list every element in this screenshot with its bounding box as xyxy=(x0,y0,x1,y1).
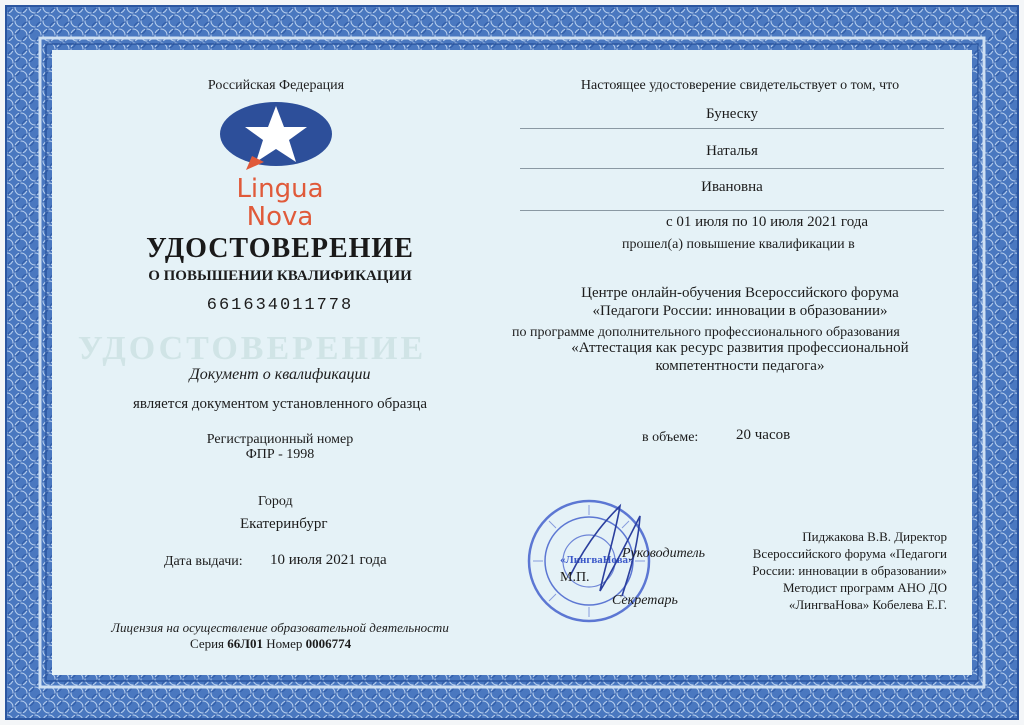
logo-text-lingua: Lingua xyxy=(236,174,324,204)
underline xyxy=(520,128,944,129)
signer-line: Методист программ АНО ДО xyxy=(783,580,947,595)
signer-line: Пиджакова В.В. Директор xyxy=(802,529,947,544)
volume-label: в объеме: xyxy=(642,430,699,445)
logo-star-icon xyxy=(218,100,334,172)
organization-line1: Центре онлайн-обучения Всероссийского форума xyxy=(581,285,899,301)
signers-block xyxy=(742,528,947,613)
certificate-subtitle: О ПОВЫШЕНИИ КВАЛИФИКАЦИИ xyxy=(148,268,412,284)
program-name-line2: компетентности педагога» xyxy=(655,358,825,374)
license-series: 66Л01 xyxy=(227,636,263,651)
passed-label: прошел(а) повышение квалификации в xyxy=(622,237,855,252)
stamp-center-text: «ЛингваНова» xyxy=(560,554,634,566)
document-type: Документ о квалификации xyxy=(189,366,371,383)
training-period: с 01 июля по 10 июля 2021 года xyxy=(666,214,869,230)
document-status: является документом установленного образца xyxy=(133,396,427,412)
issue-date-value: 10 июля 2021 года xyxy=(270,552,387,568)
license-number: 0006774 xyxy=(305,636,352,651)
seal-label: М.П. xyxy=(560,570,590,585)
organization-line2: «Педагоги России: инновации в образовании» xyxy=(592,303,888,319)
city-value: Екатеринбург xyxy=(240,516,328,532)
recipient-name: Наталья xyxy=(706,143,758,159)
secretary-label: Секретарь xyxy=(612,593,678,608)
signer-line: «ЛингваНова» Кобелева Е.Г. xyxy=(788,597,947,612)
program-name-line1: «Аттестация как ресурс развития профессиональной xyxy=(571,340,909,356)
background-watermark: УДОСТОВЕРЕНИЕ xyxy=(77,330,427,367)
volume-value: 20 часов xyxy=(736,427,791,443)
program-label: по программе дополнительного профессионального образования xyxy=(512,325,900,340)
certificate-title: УДОСТОВЕРЕНИЕ xyxy=(146,233,414,264)
underline xyxy=(520,168,944,169)
head-label: Руководитель xyxy=(622,546,706,561)
registration-number: ФПР - 1998 xyxy=(245,447,315,462)
registration-label: Регистрационный номер xyxy=(206,432,354,447)
license-series-label: Серия xyxy=(190,636,225,651)
intro-text: Настоящее удостоверение свидетельствует о том, что xyxy=(580,78,900,93)
license-number-label: Номер xyxy=(266,636,303,651)
signer-line: Всероссийского форума «Педагоги xyxy=(752,546,947,561)
recipient-surname: Бунеску xyxy=(705,106,759,122)
country-label: Российская Федерация xyxy=(207,78,345,93)
logo-text-nova: Nova xyxy=(246,202,314,232)
license-label: Лицензия на осуществление образовательной деятельности xyxy=(111,620,449,635)
underline xyxy=(520,210,944,211)
city-label: Город xyxy=(258,494,293,509)
signer-line: России: инновации в образовании» xyxy=(752,563,947,578)
certificate-number: 661634011778 xyxy=(206,296,354,315)
issue-date-label: Дата выдачи: xyxy=(164,554,243,569)
license-line xyxy=(190,636,351,652)
recipient-patronymic: Ивановна xyxy=(701,179,763,195)
